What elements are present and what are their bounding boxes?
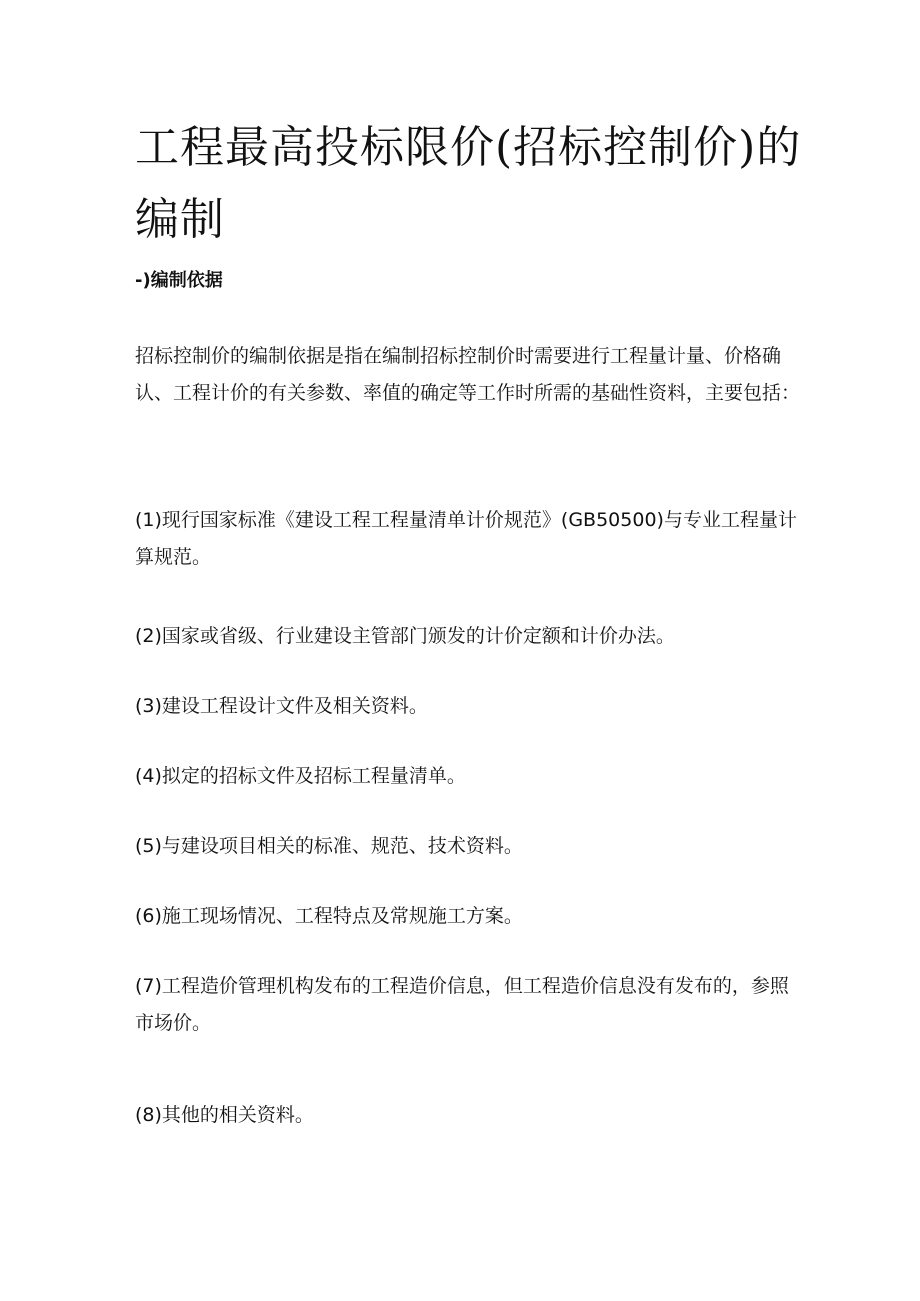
list-item-1: (1)现行国家标准《建设工程工程量清单计价规范》(GB50500)与专业工程量计算规范。	[135, 509, 797, 568]
list-item-5: (5)与建设项目相关的标准、规范、技术资料。	[135, 835, 523, 857]
list-item-6: (6)施工现场情况、工程特点及常规施工方案。	[135, 905, 523, 927]
list-item-3: (3)建设工程设计文件及相关资料。	[135, 695, 428, 717]
document-title: 工程最高投标限价(招标控制价)的编制	[135, 122, 802, 245]
intro-paragraph: 招标控制价的编制依据是指在编制招标控制价时需要进行工程量计量、价格确认、工程计价的有关参数、率值的确定等工作时所需的基础性资料，主要包括：	[135, 345, 801, 404]
list-item-4: (4)拟定的招标文件及招标工程量清单。	[135, 765, 466, 787]
list-item-7: (7)工程造价管理机构发布的工程造价信息，但工程造价信息没有发布的，参照市场价。	[135, 975, 789, 1034]
section-heading: -)编制依据	[135, 270, 223, 291]
list-item-2: (2)国家或省级、行业建设主管部门颁发的计价定额和计价办法。	[135, 625, 675, 647]
list-item-8: (8)其他的相关资料。	[135, 1104, 314, 1126]
